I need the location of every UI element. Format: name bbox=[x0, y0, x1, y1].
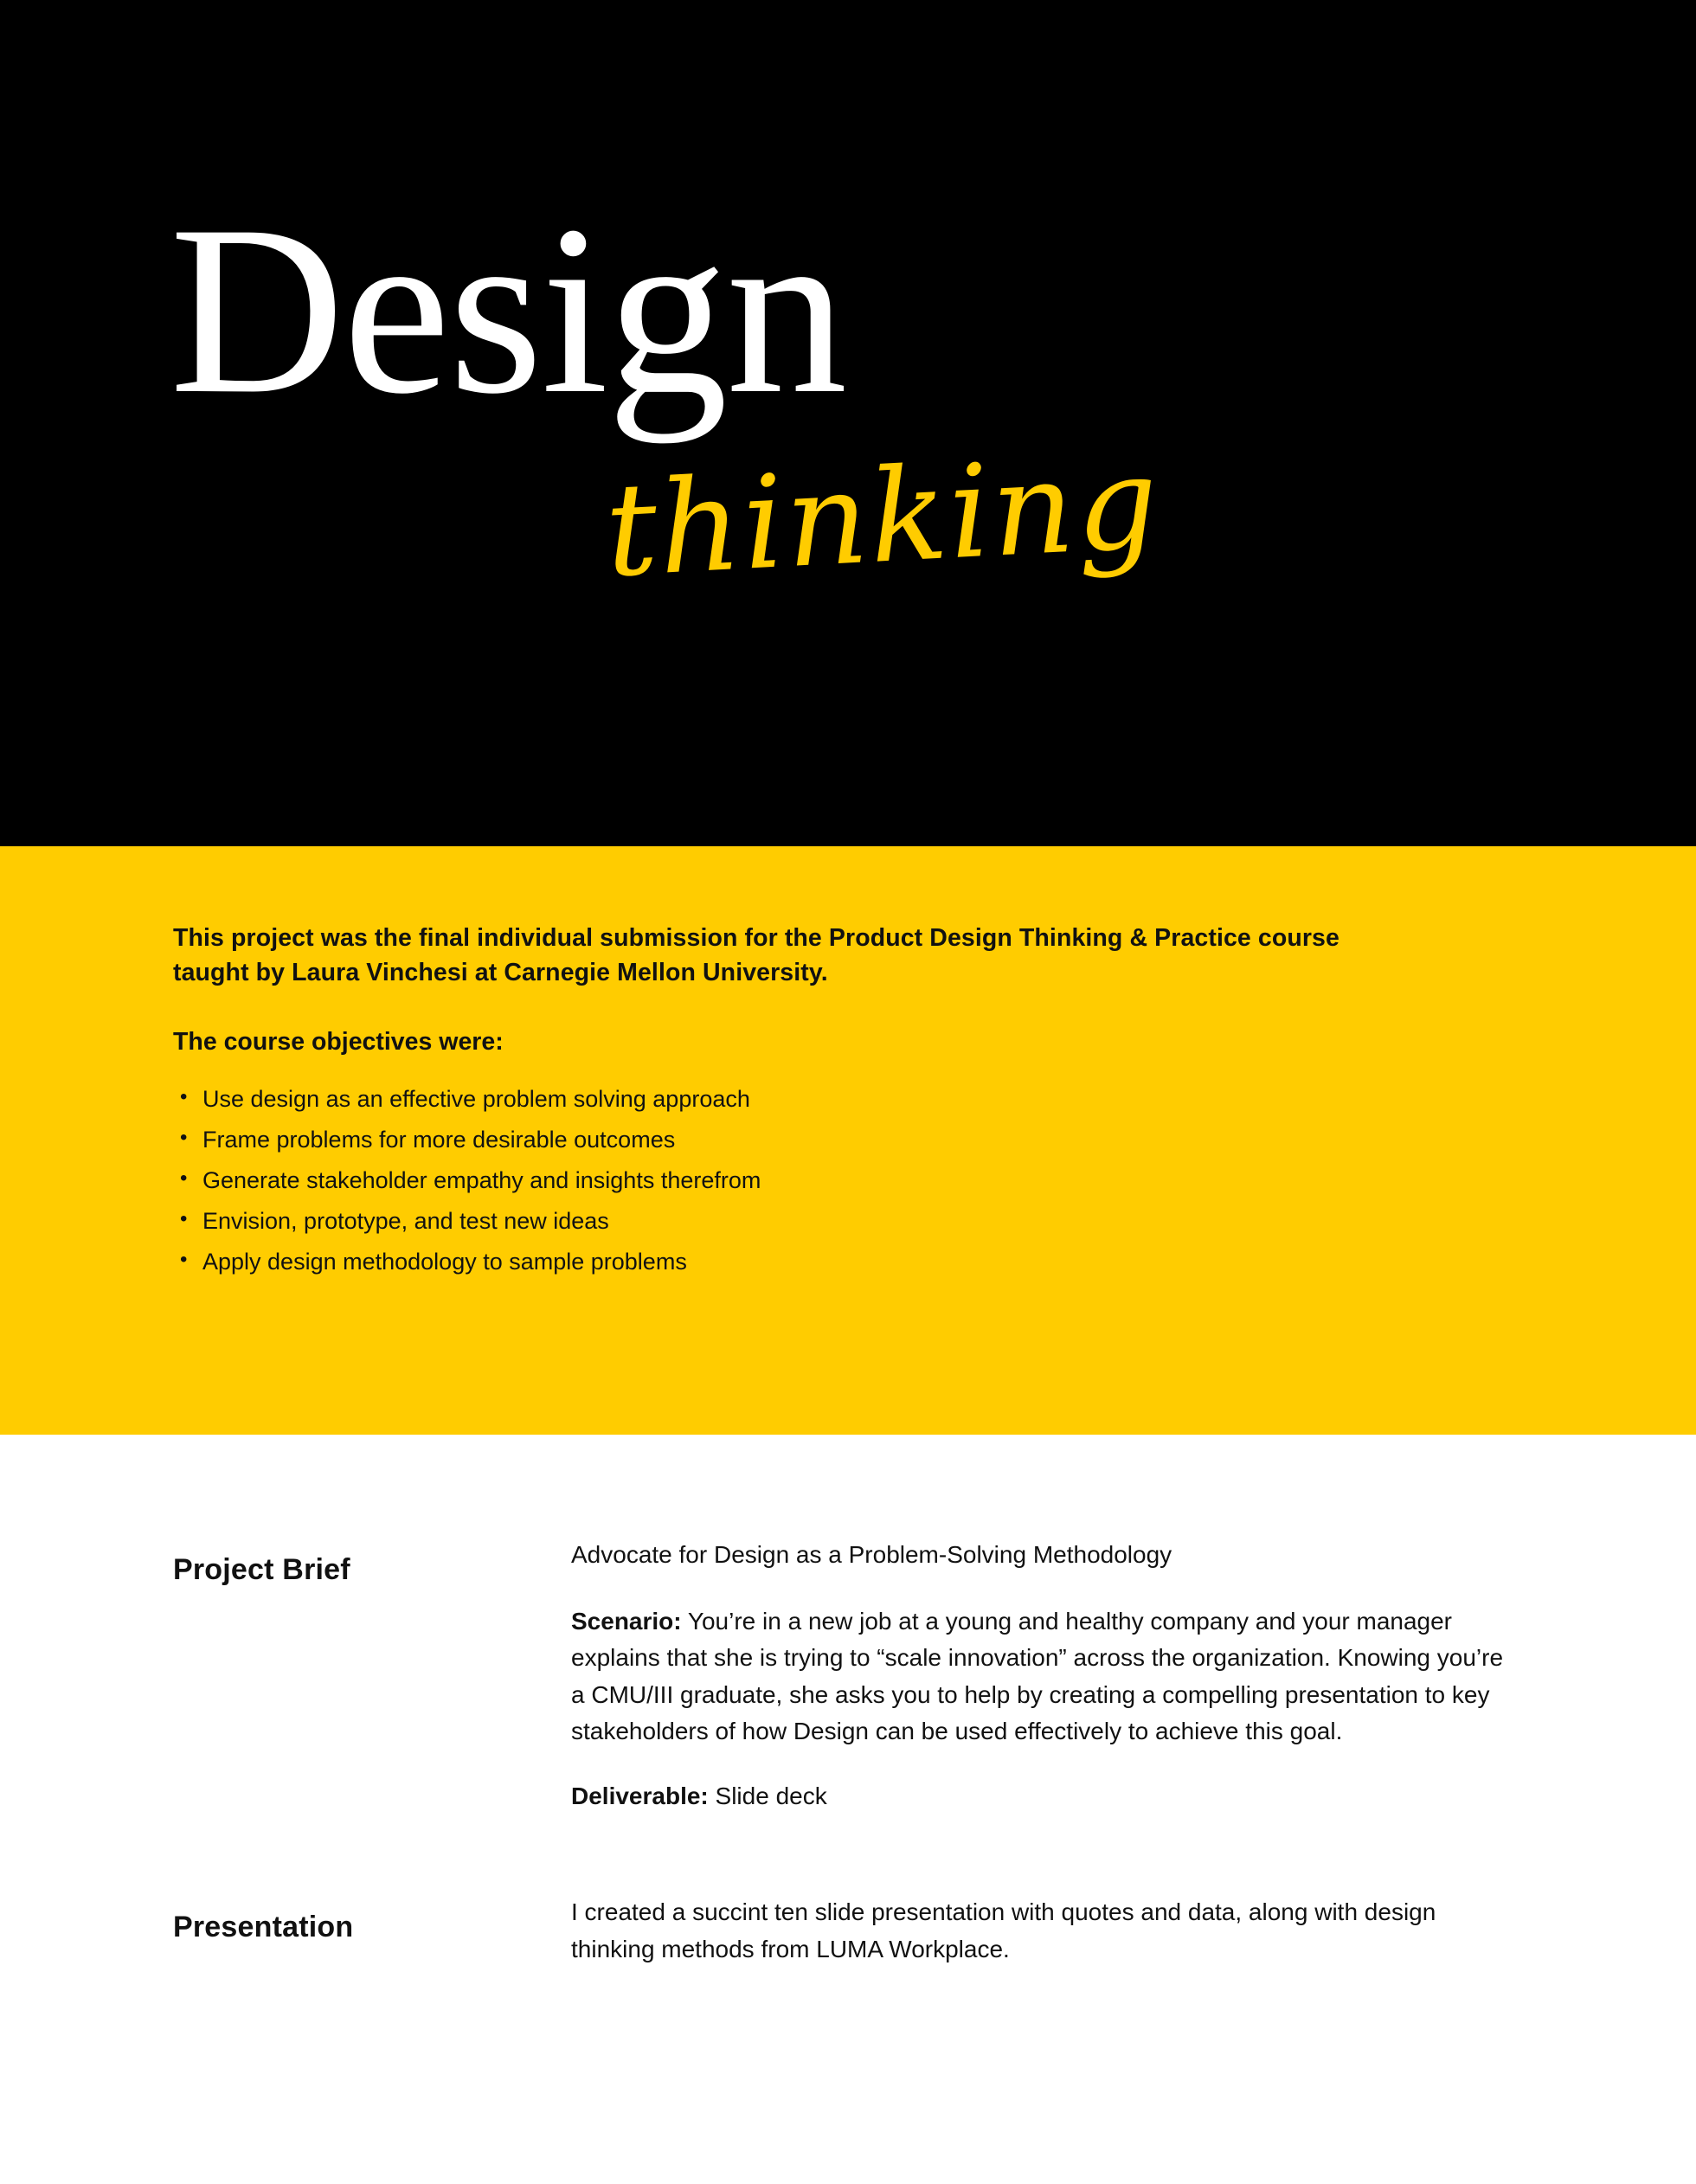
list-item: • Frame problems for more desirable outcomes bbox=[202, 1125, 1523, 1166]
project-brief-lead: Advocate for Design as a Problem-Solving Methodology bbox=[571, 1541, 1172, 1568]
scenario-label: Scenario: bbox=[571, 1607, 682, 1635]
project-brief-scenario bbox=[571, 1603, 1514, 1750]
presentation-lead: I created a succint ten slide presentation with quotes and data, along with design thinking methods from LUMA Workplace. bbox=[571, 1898, 1436, 1962]
objectives-label: The course objectives were: bbox=[173, 1027, 504, 1056]
section-body bbox=[571, 1894, 1514, 1968]
content-sections bbox=[0, 1435, 1696, 2046]
intro-band bbox=[0, 846, 1696, 1435]
section-label: Presentation bbox=[173, 1911, 354, 1944]
page-title: Design bbox=[170, 175, 846, 444]
project-brief-deliverable bbox=[571, 1778, 1514, 1815]
deliverable-label: Deliverable: bbox=[571, 1782, 709, 1809]
hero-script-word: thinking bbox=[601, 427, 1164, 606]
section-project-brief bbox=[173, 1537, 1523, 1815]
list-item: • Apply design methodology to sample problems bbox=[202, 1247, 1523, 1288]
section-label: Project Brief bbox=[173, 1553, 350, 1586]
deliverable-text: Slide deck bbox=[708, 1782, 827, 1809]
list-item: • Envision, prototype, and test new ideas bbox=[202, 1206, 1523, 1247]
section-presentation bbox=[173, 1894, 1523, 1968]
intro-paragraph: This project was the final individual submission for the Product Design Thinking & Practice course taught by Laura Vinchesi at Carnegie Mellon University. bbox=[173, 924, 1339, 987]
objectives-list bbox=[173, 1084, 1523, 1288]
section-body bbox=[571, 1537, 1514, 1815]
hero-banner bbox=[0, 0, 1696, 846]
list-item: • Generate stakeholder empathy and insights therefrom bbox=[202, 1166, 1523, 1206]
scenario-text: You’re in a new job at a young and healthy company and your manager explains that she is trying to “scale innovation” across the organization. Knowing you’re a CMU/III graduate, she asks you to help by creating a compelling presentation to key stakeholders of how Design can be used effectively to achieve this goal. bbox=[571, 1607, 1504, 1745]
list-item: • Use design as an effective problem solving approach bbox=[202, 1084, 1523, 1125]
